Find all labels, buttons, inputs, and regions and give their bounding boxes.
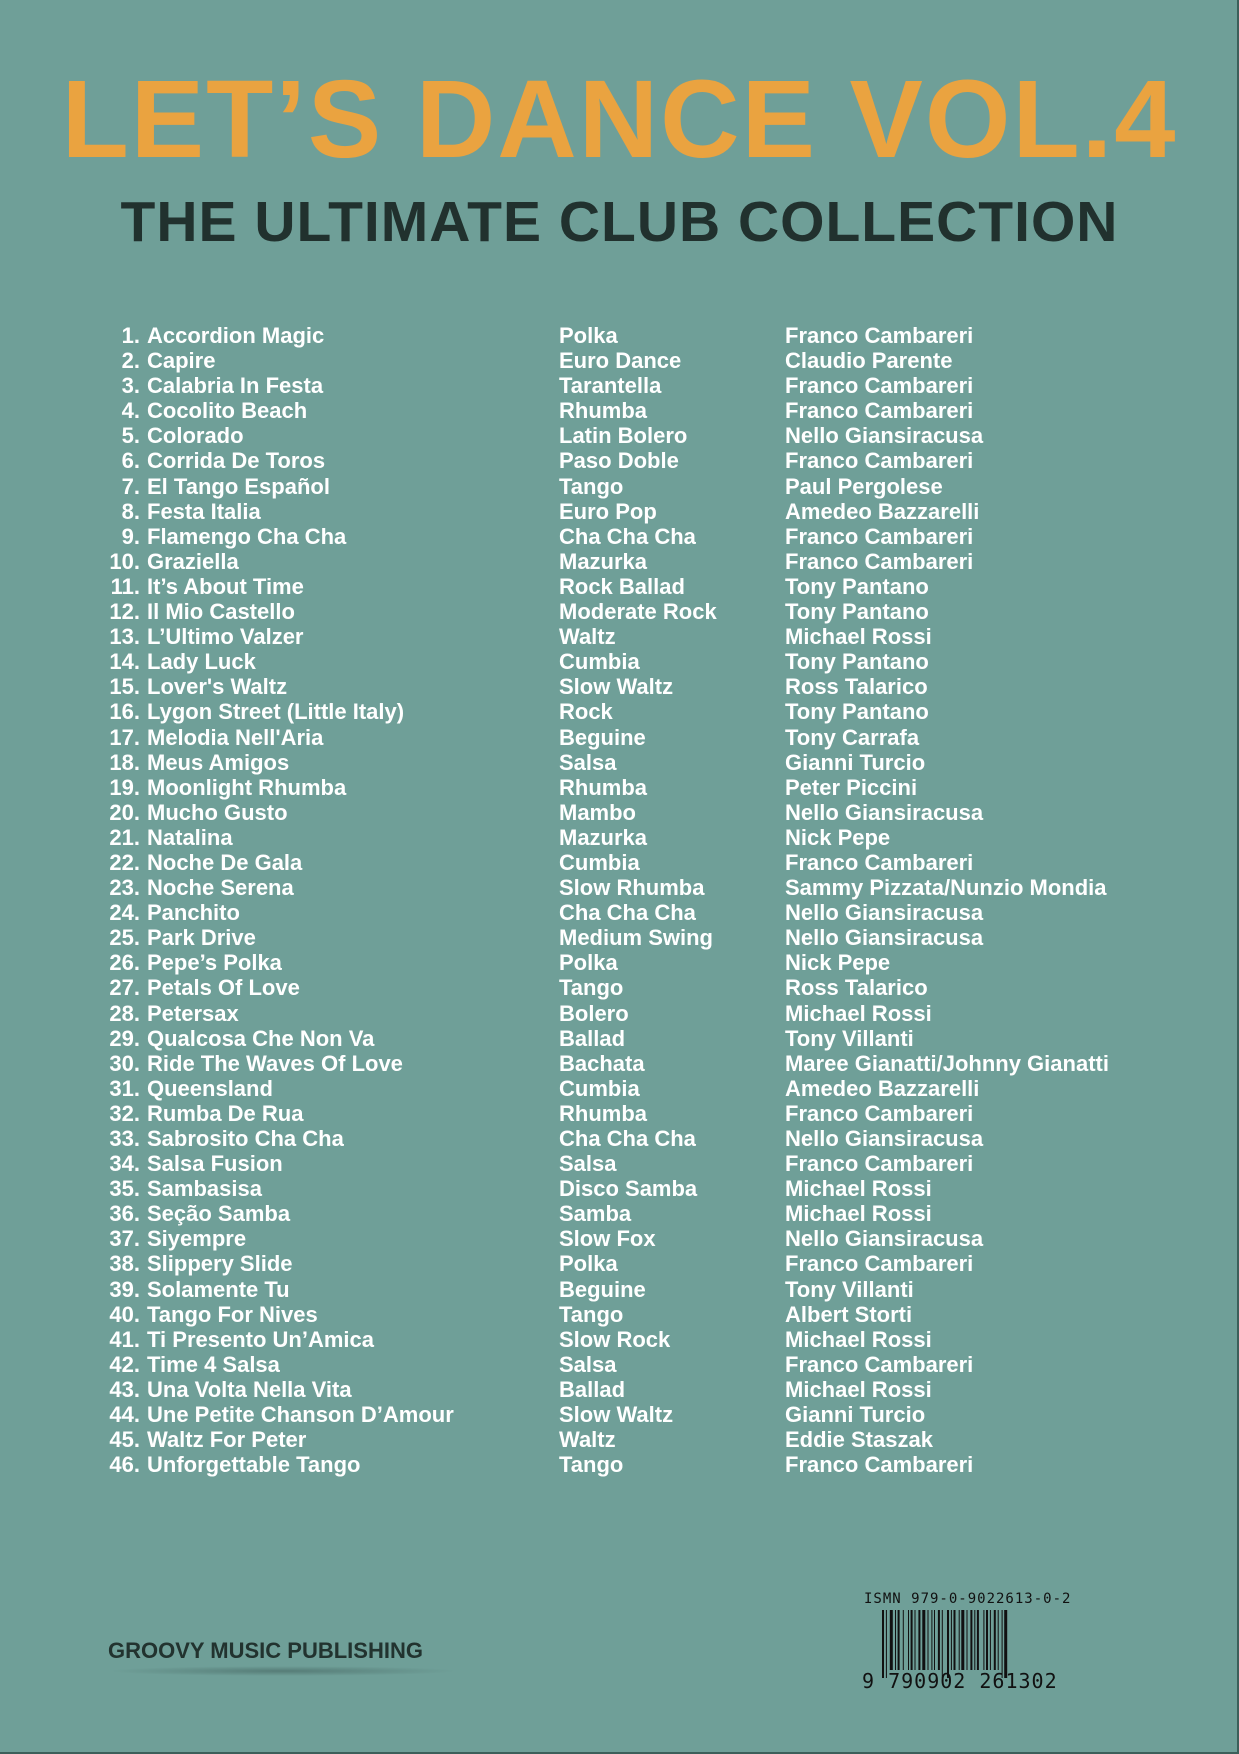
page-title: LET’S DANCE VOL.4 xyxy=(61,58,1178,181)
track-title: El Tango Español xyxy=(147,473,330,499)
track-row xyxy=(0,373,1239,398)
track-style: Polka xyxy=(559,1251,618,1277)
track-composer: Sammy Pizzata/Nunzio Mondia xyxy=(785,875,1107,901)
track-style: Cha Cha Cha xyxy=(559,900,696,926)
track-title: Petals Of Love xyxy=(147,975,300,1001)
track-style: Tarantella xyxy=(559,373,662,399)
track-composer: Michael Rossi xyxy=(785,1201,932,1227)
track-row xyxy=(0,549,1239,574)
track-composer: Franco Cambareri xyxy=(785,1100,974,1126)
track-title: Calabria In Festa xyxy=(147,373,324,399)
track-composer: Franco Cambareri xyxy=(785,1452,974,1478)
track-number: 10. xyxy=(109,548,140,574)
track-number: 24. xyxy=(109,900,140,926)
track-row xyxy=(0,1302,1239,1327)
track-style: Bolero xyxy=(559,1000,629,1026)
track-title: Lover's Waltz xyxy=(147,674,288,700)
track-composer: Ross Talarico xyxy=(785,674,928,700)
track-row xyxy=(0,1001,1239,1026)
track-style: Cumbia xyxy=(559,1075,640,1101)
track-title: Park Drive xyxy=(147,925,256,951)
track-number: 12. xyxy=(109,599,140,625)
track-number: 30. xyxy=(109,1050,140,1076)
track-composer: Tony Pantano xyxy=(785,599,929,625)
track-composer: Franco Cambareri xyxy=(785,548,974,574)
track-title: It’s About Time xyxy=(147,573,304,599)
track-number: 4. xyxy=(121,398,140,424)
track-title: Flamengo Cha Cha xyxy=(147,523,347,549)
track-row xyxy=(0,825,1239,850)
track-title: Lady Luck xyxy=(147,649,256,675)
track-style: Slow Fox xyxy=(559,1226,656,1252)
track-title: Noche De Gala xyxy=(147,849,303,875)
track-number: 23. xyxy=(109,875,140,901)
track-row xyxy=(0,900,1239,925)
track-row xyxy=(0,1327,1239,1352)
track-row xyxy=(0,1452,1239,1477)
track-row xyxy=(0,725,1239,750)
track-composer: Tony Pantano xyxy=(785,573,929,599)
track-title: Moonlight Rhumba xyxy=(147,774,347,800)
track-number: 1. xyxy=(121,323,140,348)
track-row xyxy=(0,448,1239,473)
track-number: 26. xyxy=(109,950,140,976)
track-style: Salsa xyxy=(559,1151,617,1177)
track-composer: Peter Piccini xyxy=(785,774,918,800)
track-title: Seção Samba xyxy=(147,1201,291,1227)
track-style: Tango xyxy=(559,1301,624,1327)
track-row xyxy=(0,925,1239,950)
track-composer: Amedeo Bazzarelli xyxy=(785,1075,980,1101)
track-row xyxy=(0,1176,1239,1201)
track-row xyxy=(0,674,1239,699)
track-number: 18. xyxy=(109,749,140,775)
track-composer: Franco Cambareri xyxy=(785,1151,974,1177)
track-composer: Tony Villanti xyxy=(785,1276,914,1302)
track-composer: Tony Carrafa xyxy=(785,724,920,750)
track-style: Waltz xyxy=(559,1427,616,1453)
track-number: 20. xyxy=(109,799,140,825)
track-title: Queensland xyxy=(147,1075,273,1101)
track-style: Mambo xyxy=(559,799,636,825)
track-title: Qualcosa Che Non Va xyxy=(147,1025,375,1051)
track-composer: Franco Cambareri xyxy=(785,1251,974,1277)
track-title: Panchito xyxy=(147,900,240,926)
track-style: Rock xyxy=(559,699,613,725)
track-style: Tango xyxy=(559,975,624,1001)
track-composer: Franco Cambareri xyxy=(785,373,974,399)
barcode-digits: 9 790902 261302 xyxy=(862,1669,1058,1693)
track-number: 42. xyxy=(109,1351,140,1377)
track-title: Cocolito Beach xyxy=(147,398,308,424)
track-row xyxy=(0,474,1239,499)
track-number: 13. xyxy=(109,624,140,650)
track-title: Colorado xyxy=(147,423,244,449)
track-style: Rock Ballad xyxy=(559,573,685,599)
track-composer: Albert Storti xyxy=(785,1301,913,1327)
track-row xyxy=(0,1427,1239,1452)
track-row xyxy=(0,750,1239,775)
track-composer: Nello Giansiracusa xyxy=(785,1126,984,1151)
page-subtitle: THE ULTIMATE CLUB COLLECTION xyxy=(120,190,1119,254)
track-style: Cumbia xyxy=(559,849,640,875)
track-composer: Michael Rossi xyxy=(785,1326,932,1352)
track-composer: Franco Cambareri xyxy=(785,323,974,348)
track-number: 14. xyxy=(109,649,140,675)
track-number: 6. xyxy=(121,448,140,474)
track-style: Rhumba xyxy=(559,1100,647,1126)
track-title: Lygon Street (Little Italy) xyxy=(147,699,405,725)
track-title: Noche Serena xyxy=(147,875,294,901)
track-composer: Ross Talarico xyxy=(785,975,928,1001)
track-composer: Tony Pantano xyxy=(785,699,929,725)
track-style: Tango xyxy=(559,473,624,499)
track-row xyxy=(0,1226,1239,1251)
track-style: Beguine xyxy=(559,724,646,750)
track-row xyxy=(0,775,1239,800)
track-composer: Nick Pepe xyxy=(785,824,891,850)
track-title: Unforgettable Tango xyxy=(147,1452,361,1478)
track-row xyxy=(0,348,1239,373)
track-title: Il Mio Castello xyxy=(147,599,295,625)
track-number: 34. xyxy=(109,1151,140,1177)
track-style: Cha Cha Cha xyxy=(559,523,696,549)
track-composer: Franco Cambareri xyxy=(785,1351,974,1377)
track-number: 40. xyxy=(109,1301,140,1327)
track-style: Samba xyxy=(559,1201,632,1227)
track-style: Ballad xyxy=(559,1025,626,1051)
track-row xyxy=(0,800,1239,825)
track-composer: Amedeo Bazzarelli xyxy=(785,498,980,524)
track-number: 9. xyxy=(121,523,140,549)
track-composer: Nello Giansiracusa xyxy=(785,1226,984,1252)
track-style: Slow Rhumba xyxy=(559,875,705,901)
track-number: 8. xyxy=(121,498,140,524)
track-title: Graziella xyxy=(147,548,239,574)
track-title: Salsa Fusion xyxy=(147,1151,283,1177)
track-row xyxy=(0,1377,1239,1402)
track-row xyxy=(0,599,1239,624)
track-style: Mazurka xyxy=(559,548,648,574)
track-number: 25. xyxy=(109,925,140,951)
track-number: 11. xyxy=(110,573,140,599)
track-number: 17. xyxy=(109,724,140,750)
track-composer: Franco Cambareri xyxy=(785,448,974,474)
track-number: 7. xyxy=(121,473,140,499)
track-style: Salsa xyxy=(559,1351,617,1377)
track-style: Beguine xyxy=(559,1276,646,1302)
track-composer: Franco Cambareri xyxy=(785,398,974,424)
track-style: Rhumba xyxy=(559,398,647,424)
track-number: 3. xyxy=(121,373,140,399)
track-composer: Michael Rossi xyxy=(785,1176,932,1202)
track-row xyxy=(0,624,1239,649)
track-composer: Claudio Parente xyxy=(785,348,953,374)
track-style: Waltz xyxy=(559,624,616,650)
track-title: Une Petite Chanson D’Amour xyxy=(147,1402,454,1428)
track-style: Cumbia xyxy=(559,649,640,675)
track-row xyxy=(0,975,1239,1000)
track-row xyxy=(0,649,1239,674)
track-number: 36. xyxy=(109,1201,140,1227)
track-number: 19. xyxy=(109,774,140,800)
track-row xyxy=(0,1051,1239,1076)
track-row xyxy=(0,1277,1239,1302)
track-composer: Eddie Staszak xyxy=(785,1427,933,1453)
track-row xyxy=(0,398,1239,423)
track-composer: Nello Giansiracusa xyxy=(785,423,984,449)
track-title: Accordion Magic xyxy=(147,323,325,348)
track-row xyxy=(0,875,1239,900)
track-row xyxy=(0,574,1239,599)
track-title: Meus Amigos xyxy=(147,749,290,775)
track-row xyxy=(0,1026,1239,1051)
track-number: 31. xyxy=(109,1075,140,1101)
track-style: Rhumba xyxy=(559,774,647,800)
track-row xyxy=(0,1151,1239,1176)
track-row xyxy=(0,1201,1239,1226)
track-number: 21. xyxy=(109,824,140,850)
track-number: 38. xyxy=(109,1251,140,1277)
track-title: Melodia Nell'Aria xyxy=(147,724,324,750)
track-title: Ti Presento Un’Amica xyxy=(147,1326,374,1352)
track-composer: Franco Cambareri xyxy=(785,849,974,875)
track-number: 35. xyxy=(109,1176,140,1202)
track-title: Time 4 Salsa xyxy=(147,1351,280,1377)
track-title: Mucho Gusto xyxy=(147,799,288,825)
track-style: Salsa xyxy=(559,749,617,775)
track-composer: Paul Pergolese xyxy=(785,473,943,499)
track-title: Tango For Nives xyxy=(147,1301,318,1327)
track-row xyxy=(0,1101,1239,1126)
track-style: Euro Dance xyxy=(559,348,682,374)
track-title: Natalina xyxy=(147,824,233,850)
track-row xyxy=(0,1402,1239,1427)
track-composer: Tony Villanti xyxy=(785,1025,914,1051)
track-row xyxy=(0,1126,1239,1151)
track-composer: Gianni Turcio xyxy=(785,1402,926,1428)
track-style: Ballad xyxy=(559,1376,626,1402)
track-style: Polka xyxy=(559,950,618,976)
track-style: Paso Doble xyxy=(559,448,679,474)
track-number: 33. xyxy=(109,1126,140,1151)
track-row xyxy=(0,1076,1239,1101)
track-title: Waltz For Peter xyxy=(147,1427,307,1453)
track-title: Siyempre xyxy=(147,1226,247,1252)
track-row xyxy=(0,1251,1239,1276)
track-number: 2. xyxy=(121,348,140,374)
track-title: Slippery Slide xyxy=(147,1251,293,1277)
track-row xyxy=(0,524,1239,549)
track-title: Una Volta Nella Vita xyxy=(147,1376,352,1402)
track-style: Disco Samba xyxy=(559,1176,698,1202)
track-composer: Michael Rossi xyxy=(785,1376,932,1402)
track-style: Latin Bolero xyxy=(559,423,688,449)
track-row xyxy=(0,323,1239,348)
track-number: 15. xyxy=(109,674,140,700)
track-composer: Nick Pepe xyxy=(785,950,891,976)
track-composer: Maree Gianatti/Johnny Gianatti xyxy=(785,1050,1109,1076)
track-number: 16. xyxy=(109,699,140,725)
track-style: Mazurka xyxy=(559,824,648,850)
track-number: 37. xyxy=(109,1226,140,1252)
track-number: 45. xyxy=(109,1427,140,1453)
track-number: 27. xyxy=(109,975,140,1001)
track-row xyxy=(0,950,1239,975)
track-row xyxy=(0,699,1239,724)
track-number: 5. xyxy=(121,423,140,449)
track-row xyxy=(0,499,1239,524)
track-number: 41. xyxy=(109,1326,140,1352)
track-number: 43. xyxy=(109,1376,140,1402)
track-number: 39. xyxy=(109,1276,140,1302)
track-composer: Nello Giansiracusa xyxy=(785,799,984,825)
track-style: Slow Waltz xyxy=(559,1402,674,1428)
track-number: 44. xyxy=(109,1402,140,1428)
track-style: Medium Swing xyxy=(559,925,713,951)
track-title: L’Ultimo Valzer xyxy=(147,624,304,650)
track-style: Cha Cha Cha xyxy=(559,1126,696,1151)
track-composer: Gianni Turcio xyxy=(785,749,926,775)
track-composer: Nello Giansiracusa xyxy=(785,925,984,951)
track-title: Corrida De Toros xyxy=(147,448,326,474)
track-composer: Franco Cambareri xyxy=(785,523,974,549)
track-composer: Tony Pantano xyxy=(785,649,929,675)
track-style: Moderate Rock xyxy=(559,599,717,625)
track-style: Euro Pop xyxy=(559,498,657,524)
track-style: Tango xyxy=(559,1452,624,1478)
track-title: Sambasisa xyxy=(147,1176,262,1202)
track-style: Polka xyxy=(559,323,618,348)
track-row xyxy=(0,423,1239,448)
track-title: Rumba De Rua xyxy=(147,1100,304,1126)
track-number: 32. xyxy=(109,1100,140,1126)
track-composer: Michael Rossi xyxy=(785,624,932,650)
track-title: Sabrosito Cha Cha xyxy=(147,1126,344,1151)
track-title: Ride The Waves Of Love xyxy=(147,1050,403,1076)
track-style: Slow Rock xyxy=(559,1326,671,1352)
track-number: 29. xyxy=(109,1025,140,1051)
track-style: Bachata xyxy=(559,1050,645,1076)
track-title: Pepe’s Polka xyxy=(147,950,282,976)
track-composer: Michael Rossi xyxy=(785,1000,932,1026)
track-title: Petersax xyxy=(147,1000,239,1026)
track-title: Festa Italia xyxy=(147,498,261,524)
track-composer: Nello Giansiracusa xyxy=(785,900,984,926)
track-number: 28. xyxy=(109,1000,140,1026)
track-row xyxy=(0,1352,1239,1377)
publisher-name: GROOVY MUSIC PUBLISHING xyxy=(108,1638,423,1663)
track-list xyxy=(0,323,1239,1477)
ismn-code: ISMN 979-0-9022613-0-2 xyxy=(864,1591,1072,1607)
track-title: Solamente Tu xyxy=(147,1276,290,1302)
publisher-shadow xyxy=(108,1666,458,1676)
track-number: 22. xyxy=(109,849,140,875)
track-style: Slow Waltz xyxy=(559,674,674,700)
track-number: 46. xyxy=(109,1452,140,1478)
track-row xyxy=(0,850,1239,875)
track-title: Capire xyxy=(147,348,216,374)
